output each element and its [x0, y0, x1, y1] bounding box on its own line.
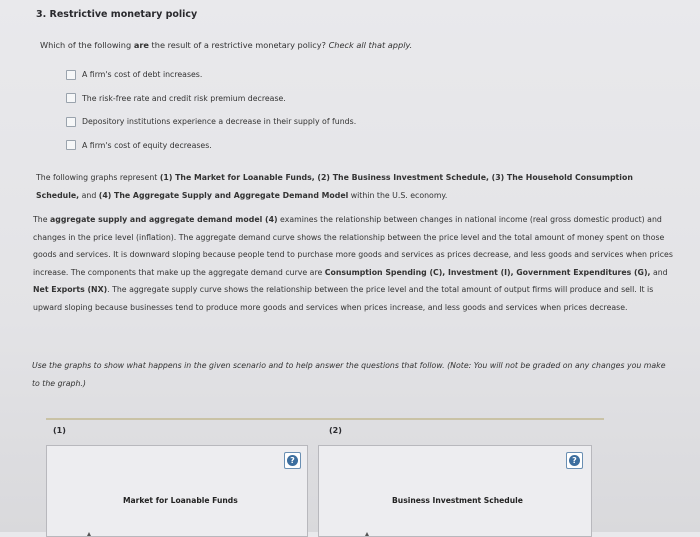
- graph-title: Business Investment Schedule: [392, 496, 523, 505]
- y-axis-arrow-icon: [87, 532, 91, 536]
- question-emphasis: are: [133, 40, 149, 50]
- panel-2-label: (2): [329, 426, 342, 435]
- question-text-start: Which of the following: [40, 40, 132, 50]
- model-components: Consumption Spending (C), Investment (I), Government Expenditures (G),: [324, 267, 651, 277]
- question-text-end: the result of a restrictive monetary policy?: [151, 40, 326, 50]
- question-instruction: Check all that apply.: [328, 40, 413, 50]
- answer-option-4[interactable]: [66, 139, 356, 152]
- question-mark-icon: ?: [569, 455, 580, 466]
- problem-heading: 3. Restrictive monetary policy: [36, 9, 198, 20]
- option-label: A firm's cost of debt increases.: [82, 70, 203, 79]
- checkbox[interactable]: [66, 117, 76, 127]
- option-label: A firm's cost of equity decreases.: [82, 140, 212, 150]
- answer-options: [66, 68, 356, 162]
- option-label: The risk-free rate and credit risk premium decrease.: [82, 93, 286, 103]
- help-button[interactable]: [284, 452, 301, 469]
- graph-panel-loanable-funds[interactable]: [46, 445, 308, 537]
- graph-panel-business-investment[interactable]: [318, 445, 592, 537]
- question-prompt: [40, 40, 412, 50]
- question-mark-icon: ?: [287, 455, 298, 466]
- y-axis-arrow-icon: [365, 532, 369, 536]
- panel-1-label: (1): [53, 426, 66, 435]
- intro-text: The following graphs represent: [36, 173, 160, 182]
- intro-text: within the U.S. economy.: [348, 190, 448, 200]
- model-explanation-paragraph: [33, 211, 678, 316]
- checkbox[interactable]: [66, 70, 76, 80]
- answer-option-3[interactable]: [66, 115, 356, 128]
- section-divider: [46, 418, 604, 420]
- model-text: The: [33, 215, 50, 224]
- intro-graph-list: (1) The Market for Loanable Funds, (2) The Business Investment Schedule, (3) The Household Consumption Schedule,: [36, 173, 633, 200]
- model-net-exports: Net Exports (NX): [33, 285, 108, 294]
- intro-text: and: [79, 190, 99, 200]
- graphs-intro-paragraph: [36, 169, 666, 204]
- answer-option-1[interactable]: [66, 68, 356, 81]
- checkbox[interactable]: [66, 140, 76, 150]
- graph-title: Market for Loanable Funds: [123, 496, 238, 505]
- answer-option-2[interactable]: [66, 92, 356, 105]
- model-text: and: [650, 267, 668, 277]
- help-button[interactable]: [566, 452, 583, 469]
- model-text: examines the relationship between changes in national income (real gross domestic product) and changes in the price level (inflation). The aggregate demand curve shows the relationship between the price level and the total amount of money spent on those goods and services. It is downward sloping because people tend to purchase more goods and services as prices decrease, and less goods and services when prices increase. The components that make up the aggregate demand curve are: [33, 215, 673, 277]
- graph-instructions: Use the graphs to show what happens in the given scenario and to help answer the questions that follow. (Note: You will not be graded on any changes you make to the graph.): [32, 361, 666, 388]
- option-label: Depository institutions experience a decrease in their supply of funds.: [82, 117, 357, 126]
- intro-graph-4: (4) The Aggregate Supply and Aggregate Demand Model: [98, 190, 349, 200]
- model-text: . The aggregate supply curve shows the relationship between the price level and the total amount of output firms will produce and sell. It is upward sloping because businesses tend to produce more goods and services when prices increase, and less goods and services when prices decrease.: [33, 285, 654, 312]
- model-term: aggregate supply and aggregate demand model (4): [49, 215, 278, 224]
- checkbox[interactable]: [66, 93, 76, 103]
